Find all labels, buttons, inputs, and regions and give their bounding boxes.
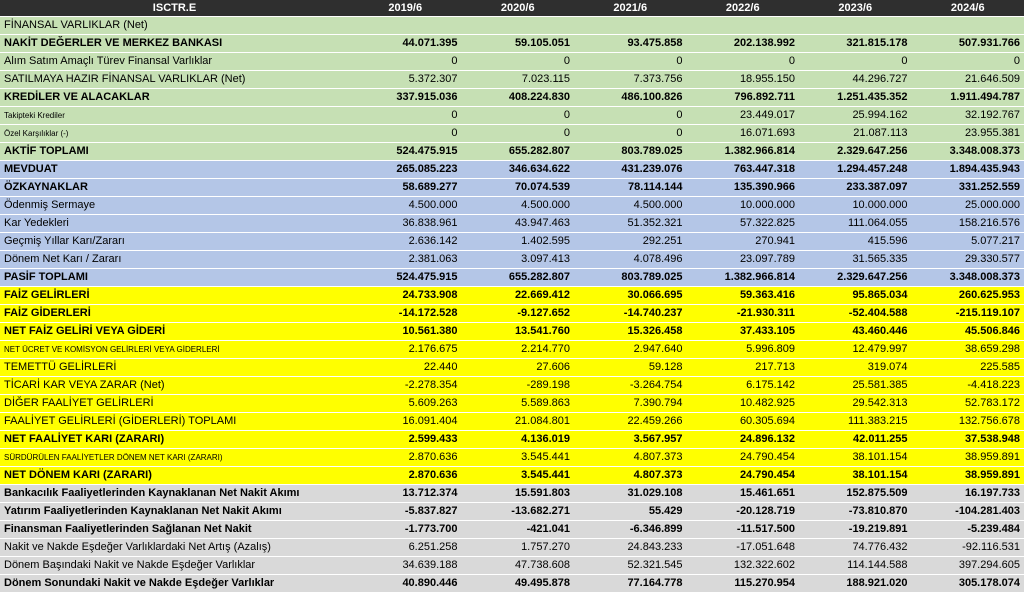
row-value: 24.896.132	[687, 431, 800, 449]
row-value: 36.838.961	[349, 215, 462, 233]
row-value: 0	[462, 107, 575, 125]
row-value: 37.538.948	[912, 431, 1024, 449]
row-label: Nakit ve Nakde Eşdeğer Varlıklardaki Net Artış (Azalış)	[0, 539, 349, 557]
row-value: 655.282.807	[462, 143, 575, 161]
row-label: SÜRDÜRÜLEN FAALİYETLER DÖNEM NET KARI (ZARARI)	[0, 449, 349, 467]
row-value: 21.087.113	[799, 125, 912, 143]
row-value: 5.609.263	[349, 395, 462, 413]
row-value: -92.116.531	[912, 539, 1024, 557]
row-value: 408.224.830	[462, 89, 575, 107]
row-label: TEMETTÜ GELİRLERİ	[0, 359, 349, 377]
row-value: -1.773.700	[349, 521, 462, 539]
row-value: 24.843.233	[574, 539, 687, 557]
row-value: 2.176.675	[349, 341, 462, 359]
row-value: -5.239.484	[912, 521, 1024, 539]
row-value: 45.506.846	[912, 323, 1024, 341]
row-value: -4.418.223	[912, 377, 1024, 395]
row-value: 4.078.496	[574, 251, 687, 269]
row-value: 292.251	[574, 233, 687, 251]
row-value: 13.541.760	[462, 323, 575, 341]
row-value: 58.689.277	[349, 179, 462, 197]
table-row	[0, 215, 1024, 233]
table-row	[0, 377, 1024, 395]
table-row	[0, 539, 1024, 557]
row-value: 763.447.318	[687, 161, 800, 179]
row-value: 319.074	[799, 359, 912, 377]
row-value: 486.100.826	[574, 89, 687, 107]
table-row	[0, 107, 1024, 125]
row-value: 10.561.380	[349, 323, 462, 341]
table-row	[0, 575, 1024, 593]
row-value: 0	[574, 107, 687, 125]
row-value: 13.712.374	[349, 485, 462, 503]
row-value: -6.346.899	[574, 521, 687, 539]
row-value: 22.669.412	[462, 287, 575, 305]
table-row	[0, 71, 1024, 89]
row-value: 158.216.576	[912, 215, 1024, 233]
row-value: 24.790.454	[687, 467, 800, 485]
table-row	[0, 233, 1024, 251]
row-label: FİNANSAL VARLIKLAR (Net)	[0, 17, 349, 35]
row-label: Yatırım Faaliyetlerinden Kaynaklanan Net Nakit Akımı	[0, 503, 349, 521]
row-value: 331.252.559	[912, 179, 1024, 197]
row-value: 0	[462, 53, 575, 71]
table-row	[0, 305, 1024, 323]
header-year: 2020/6	[462, 0, 575, 17]
row-value: 6.175.142	[687, 377, 800, 395]
row-value: 16.197.733	[912, 485, 1024, 503]
row-value: -14.740.237	[574, 305, 687, 323]
row-value: 1.894.435.943	[912, 161, 1024, 179]
row-value: 38.101.154	[799, 449, 912, 467]
row-value: 42.011.255	[799, 431, 912, 449]
table-row	[0, 161, 1024, 179]
table-row	[0, 143, 1024, 161]
row-value: 15.591.803	[462, 485, 575, 503]
table-row	[0, 431, 1024, 449]
row-value: 32.192.767	[912, 107, 1024, 125]
row-value: 1.382.966.814	[687, 143, 800, 161]
row-value: 47.738.608	[462, 557, 575, 575]
row-value: 43.947.463	[462, 215, 575, 233]
header-year: 2019/6	[349, 0, 462, 17]
row-value: 4.807.373	[574, 449, 687, 467]
table-row	[0, 395, 1024, 413]
row-value: 2.636.142	[349, 233, 462, 251]
row-label: DİĞER FAALİYET GELİRLERİ	[0, 395, 349, 413]
row-value: 5.996.809	[687, 341, 800, 359]
table-row	[0, 557, 1024, 575]
row-value: -73.810.870	[799, 503, 912, 521]
row-value: 415.596	[799, 233, 912, 251]
row-value: 57.322.825	[687, 215, 800, 233]
row-value: 77.164.778	[574, 575, 687, 593]
row-value: 37.433.105	[687, 323, 800, 341]
row-label: Dönem Net Karı / Zararı	[0, 251, 349, 269]
row-value: 10.482.925	[687, 395, 800, 413]
row-value: 321.815.178	[799, 35, 912, 53]
row-value: 38.101.154	[799, 467, 912, 485]
row-value: 655.282.807	[462, 269, 575, 287]
row-value: 152.875.509	[799, 485, 912, 503]
row-value: -421.041	[462, 521, 575, 539]
table-row	[0, 125, 1024, 143]
row-value: 3.567.957	[574, 431, 687, 449]
row-value: 4.500.000	[462, 197, 575, 215]
row-value: 55.429	[574, 503, 687, 521]
row-value: 265.085.223	[349, 161, 462, 179]
row-value: 4.807.373	[574, 467, 687, 485]
row-value: 59.363.416	[687, 287, 800, 305]
row-value: 2.214.770	[462, 341, 575, 359]
row-label: Ödenmiş Sermaye	[0, 197, 349, 215]
header-row	[0, 0, 1024, 17]
row-value: 2.870.636	[349, 467, 462, 485]
row-label: Kar Yedekleri	[0, 215, 349, 233]
row-value: 4.500.000	[574, 197, 687, 215]
row-value: 3.097.413	[462, 251, 575, 269]
row-label: FAİZ GELİRLERİ	[0, 287, 349, 305]
row-value: 115.270.954	[687, 575, 800, 593]
row-value: 5.372.307	[349, 71, 462, 89]
row-value: 38.659.298	[912, 341, 1024, 359]
table-row	[0, 35, 1024, 53]
table-row	[0, 503, 1024, 521]
table-row	[0, 485, 1024, 503]
row-value: 2.870.636	[349, 449, 462, 467]
row-value	[912, 17, 1024, 35]
row-value: 0	[349, 125, 462, 143]
row-value: 22.459.266	[574, 413, 687, 431]
row-value: 7.373.756	[574, 71, 687, 89]
row-value: 397.294.605	[912, 557, 1024, 575]
row-value: 803.789.025	[574, 269, 687, 287]
row-value: 111.064.055	[799, 215, 912, 233]
row-value: 51.352.321	[574, 215, 687, 233]
row-value: 1.757.270	[462, 539, 575, 557]
row-value: 25.994.162	[799, 107, 912, 125]
row-value: 44.071.395	[349, 35, 462, 53]
table-row	[0, 287, 1024, 305]
row-value: 2.381.063	[349, 251, 462, 269]
row-value: 796.892.711	[687, 89, 800, 107]
header-year: 2024/6	[912, 0, 1024, 17]
row-value: 38.959.891	[912, 449, 1024, 467]
row-value: 225.585	[912, 359, 1024, 377]
row-value: 1.402.595	[462, 233, 575, 251]
row-value: 15.326.458	[574, 323, 687, 341]
row-value: 135.390.966	[687, 179, 800, 197]
row-value: 1.382.966.814	[687, 269, 800, 287]
row-label: Dönem Başındaki Nakit ve Nakde Eşdeğer Varlıklar	[0, 557, 349, 575]
row-value: 23.097.789	[687, 251, 800, 269]
row-value: -289.198	[462, 377, 575, 395]
row-value: 2.947.640	[574, 341, 687, 359]
row-label: PASİF TOPLAMI	[0, 269, 349, 287]
row-value: 29.330.577	[912, 251, 1024, 269]
row-value: 52.321.545	[574, 557, 687, 575]
row-value: 0	[799, 53, 912, 71]
row-value: 337.915.036	[349, 89, 462, 107]
row-label: FAİZ GİDERLERİ	[0, 305, 349, 323]
row-value: -2.278.354	[349, 377, 462, 395]
row-value: 49.495.878	[462, 575, 575, 593]
row-value: 0	[349, 107, 462, 125]
row-value: 5.077.217	[912, 233, 1024, 251]
row-value: 202.138.992	[687, 35, 800, 53]
row-value: 7.023.115	[462, 71, 575, 89]
row-value	[574, 17, 687, 35]
row-value: 78.114.144	[574, 179, 687, 197]
row-value: -14.172.528	[349, 305, 462, 323]
row-value	[462, 17, 575, 35]
row-value: 23.955.381	[912, 125, 1024, 143]
row-value: 3.545.441	[462, 467, 575, 485]
row-value: 260.625.953	[912, 287, 1024, 305]
row-value: 22.440	[349, 359, 462, 377]
row-label: SATILMAYA HAZIR FİNANSAL VARLIKLAR (Net)	[0, 71, 349, 89]
row-value: 27.606	[462, 359, 575, 377]
row-value: 31.565.335	[799, 251, 912, 269]
row-value: 59.105.051	[462, 35, 575, 53]
row-value: 0	[912, 53, 1024, 71]
row-value: 95.865.034	[799, 287, 912, 305]
row-value: 70.074.539	[462, 179, 575, 197]
row-value: -17.051.648	[687, 539, 800, 557]
row-value: 346.634.622	[462, 161, 575, 179]
row-value: 24.790.454	[687, 449, 800, 467]
row-value: 132.756.678	[912, 413, 1024, 431]
row-value: 1.294.457.248	[799, 161, 912, 179]
row-value: 132.322.602	[687, 557, 800, 575]
row-label: NET FAİZ GELİRİ VEYA GİDERİ	[0, 323, 349, 341]
row-value: -13.682.271	[462, 503, 575, 521]
header-ticker: ISCTR.E	[0, 0, 349, 17]
row-value: 0	[462, 125, 575, 143]
row-value: 74.776.432	[799, 539, 912, 557]
row-value: 5.589.863	[462, 395, 575, 413]
row-value: -9.127.652	[462, 305, 575, 323]
row-value: 1.251.435.352	[799, 89, 912, 107]
row-value: 44.296.727	[799, 71, 912, 89]
row-value: -5.837.827	[349, 503, 462, 521]
row-value: 524.475.915	[349, 143, 462, 161]
row-value: 40.890.446	[349, 575, 462, 593]
row-label: KREDİLER VE ALACAKLAR	[0, 89, 349, 107]
row-value: 25.581.385	[799, 377, 912, 395]
row-value: 217.713	[687, 359, 800, 377]
header-year: 2023/6	[799, 0, 912, 17]
row-value: -19.219.891	[799, 521, 912, 539]
row-value: -21.930.311	[687, 305, 800, 323]
row-value: 7.390.794	[574, 395, 687, 413]
table-row	[0, 269, 1024, 287]
row-value: 305.178.074	[912, 575, 1024, 593]
table-row	[0, 89, 1024, 107]
row-value: -104.281.403	[912, 503, 1024, 521]
row-value: 0	[687, 53, 800, 71]
table-row	[0, 323, 1024, 341]
row-label: ÖZKAYNAKLAR	[0, 179, 349, 197]
row-value: 2.599.433	[349, 431, 462, 449]
row-value: -215.119.107	[912, 305, 1024, 323]
row-value: 270.941	[687, 233, 800, 251]
row-value: -20.128.719	[687, 503, 800, 521]
row-label: FAALİYET GELİRLERİ (GİDERLERİ) TOPLAMI	[0, 413, 349, 431]
row-value: 114.144.588	[799, 557, 912, 575]
row-value: 524.475.915	[349, 269, 462, 287]
row-label: NET ÜCRET VE KOMİSYON GELİRLERİ VEYA GİDERLERİ	[0, 341, 349, 359]
row-value: 60.305.694	[687, 413, 800, 431]
header-year: 2022/6	[687, 0, 800, 17]
row-value: 52.783.172	[912, 395, 1024, 413]
row-value: 3.348.008.373	[912, 269, 1024, 287]
table-row	[0, 251, 1024, 269]
row-label: Alım Satım Amaçlı Türev Finansal Varlıklar	[0, 53, 349, 71]
row-value: 21.646.509	[912, 71, 1024, 89]
row-value: 25.000.000	[912, 197, 1024, 215]
row-value: -52.404.588	[799, 305, 912, 323]
row-value: 21.084.801	[462, 413, 575, 431]
table-body	[0, 17, 1024, 593]
row-label: NET FAALİYET KARI (ZARARI)	[0, 431, 349, 449]
row-value: 93.475.858	[574, 35, 687, 53]
row-value	[687, 17, 800, 35]
row-value: 3.348.008.373	[912, 143, 1024, 161]
table-row	[0, 359, 1024, 377]
row-value: -3.264.754	[574, 377, 687, 395]
row-label: Finansman Faaliyetlerinden Sağlanan Net Nakit	[0, 521, 349, 539]
row-value: 507.931.766	[912, 35, 1024, 53]
row-value: 24.733.908	[349, 287, 462, 305]
row-value: 188.921.020	[799, 575, 912, 593]
row-value: 10.000.000	[687, 197, 800, 215]
row-value: 59.128	[574, 359, 687, 377]
row-value: 10.000.000	[799, 197, 912, 215]
row-label: Geçmiş Yıllar Karı/Zararı	[0, 233, 349, 251]
row-value: 29.542.313	[799, 395, 912, 413]
row-value: 4.500.000	[349, 197, 462, 215]
table-row	[0, 467, 1024, 485]
row-value: 233.387.097	[799, 179, 912, 197]
table-row	[0, 341, 1024, 359]
header-year: 2021/6	[574, 0, 687, 17]
row-value	[799, 17, 912, 35]
table-row	[0, 17, 1024, 35]
row-value: 38.959.891	[912, 467, 1024, 485]
row-value: 34.639.188	[349, 557, 462, 575]
row-value: 0	[574, 53, 687, 71]
row-value: 2.329.647.256	[799, 269, 912, 287]
row-value: 12.479.997	[799, 341, 912, 359]
row-value: 803.789.025	[574, 143, 687, 161]
row-value: 6.251.258	[349, 539, 462, 557]
row-label: NAKİT DEĞERLER VE MERKEZ BANKASI	[0, 35, 349, 53]
row-value: 31.029.108	[574, 485, 687, 503]
row-value: 4.136.019	[462, 431, 575, 449]
row-value: -11.517.500	[687, 521, 800, 539]
table-row	[0, 413, 1024, 431]
row-label: AKTİF TOPLAMI	[0, 143, 349, 161]
table-row	[0, 197, 1024, 215]
row-label: MEVDUAT	[0, 161, 349, 179]
row-value: 2.329.647.256	[799, 143, 912, 161]
row-value: 18.955.150	[687, 71, 800, 89]
row-value: 30.066.695	[574, 287, 687, 305]
table-row	[0, 179, 1024, 197]
row-value	[349, 17, 462, 35]
table-row	[0, 449, 1024, 467]
row-value: 3.545.441	[462, 449, 575, 467]
row-value: 23.449.017	[687, 107, 800, 125]
row-label: Dönem Sonundaki Nakit ve Nakde Eşdeğer Varlıklar	[0, 575, 349, 593]
row-label: TİCARİ KAR VEYA ZARAR (Net)	[0, 377, 349, 395]
row-value: 431.239.076	[574, 161, 687, 179]
row-label: Özel Karşılıklar (-)	[0, 125, 349, 143]
row-label: Bankacılık Faaliyetlerinden Kaynaklanan Net Nakit Akımı	[0, 485, 349, 503]
row-value: 43.460.446	[799, 323, 912, 341]
row-value: 1.911.494.787	[912, 89, 1024, 107]
row-value: 0	[574, 125, 687, 143]
row-label: NET DÖNEM KARI (ZARARI)	[0, 467, 349, 485]
table-row	[0, 521, 1024, 539]
row-value: 16.071.693	[687, 125, 800, 143]
row-value: 16.091.404	[349, 413, 462, 431]
table-row	[0, 53, 1024, 71]
row-label: Takipteki Krediler	[0, 107, 349, 125]
row-value: 0	[349, 53, 462, 71]
row-value: 15.461.651	[687, 485, 800, 503]
row-value: 111.383.215	[799, 413, 912, 431]
